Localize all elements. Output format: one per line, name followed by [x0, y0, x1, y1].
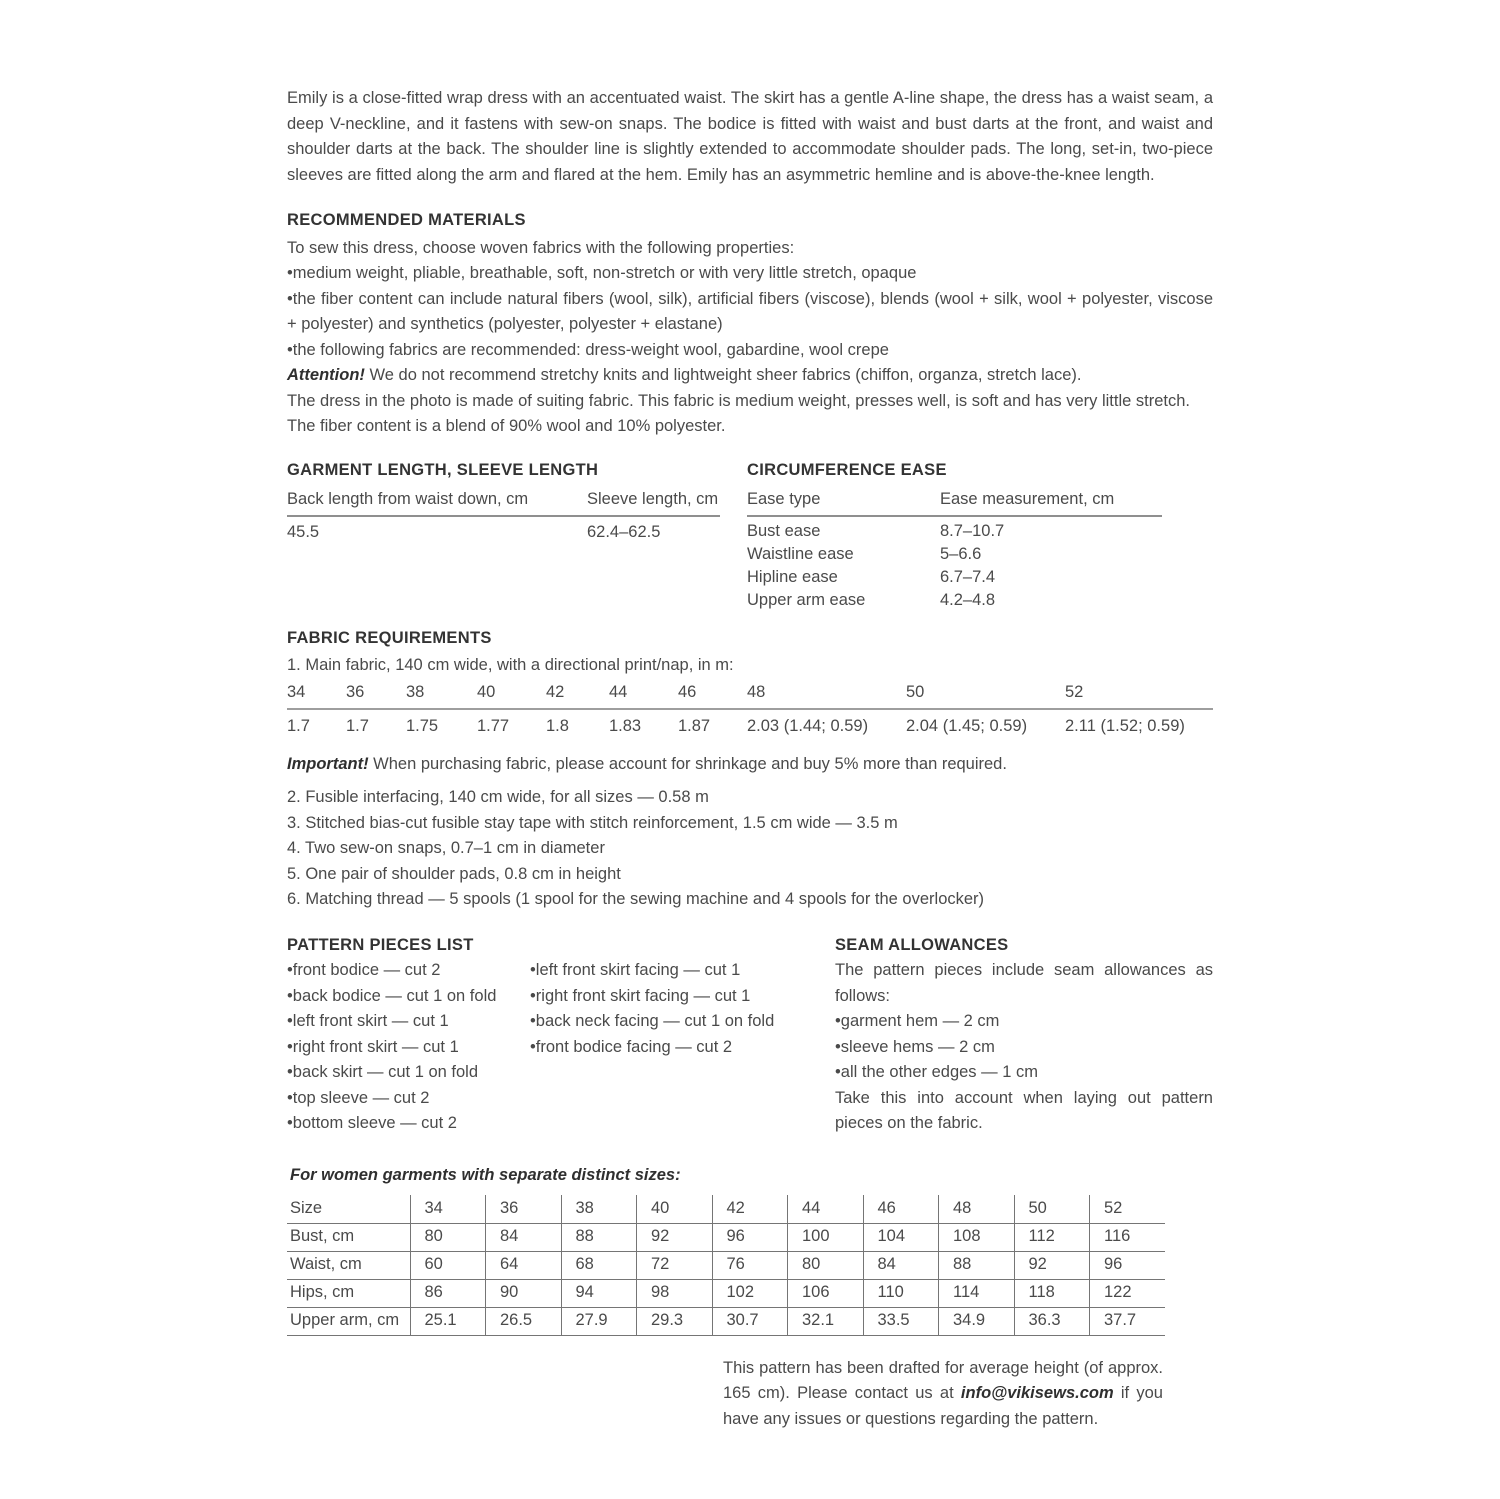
section-measurements: [287, 458, 1213, 612]
table-cell: 88: [561, 1223, 637, 1251]
list-item: • sleeve hems — 2 cm: [835, 1035, 1213, 1061]
table-cell: 1.77: [477, 717, 510, 735]
pattern-pieces-col-1: [287, 958, 530, 1137]
list-item: 3. Stitched bias-cut fusible stay tape with stitch reinforcement, 1.5 cm wide — 3.5 m: [287, 813, 898, 832]
list-item: • medium weight, pliable, breathable, soft, non-stretch or with very little stretch, opaque: [287, 261, 1213, 287]
section-recommended-materials: [287, 208, 1213, 440]
footer-email: info@vikisews.com: [960, 1384, 1114, 1402]
table-cell: 5–6.6: [940, 544, 982, 563]
list-item: • right front skirt — cut 1: [287, 1035, 530, 1061]
size-measurements-table: [287, 1195, 1165, 1336]
table-header-row: [287, 487, 720, 517]
circumference-ease-block: [747, 458, 1162, 612]
table-cell: 122: [1090, 1279, 1166, 1307]
table-cell: Bust ease: [747, 521, 821, 540]
table-cell: 94: [561, 1279, 637, 1307]
row-label: Waist, cm: [287, 1251, 410, 1279]
table-row: [747, 543, 1162, 566]
list-item: • right front skirt facing — cut 1: [530, 984, 835, 1010]
table-cell: 25.1: [410, 1307, 486, 1335]
list-item: • left front skirt facing — cut 1: [530, 958, 835, 984]
column-header: 36: [346, 680, 406, 710]
fabric-items-list: [287, 785, 1213, 913]
table-cell: 46: [863, 1195, 939, 1223]
table-cell: 80: [410, 1223, 486, 1251]
table-cell: 37.7: [1090, 1307, 1166, 1335]
list-item: 6. Matching thread — 5 spools (1 spool for the sewing machine and 4 spools for the overlocker): [287, 890, 985, 908]
table-row: [287, 1307, 1165, 1335]
table-cell: 96: [1090, 1251, 1166, 1279]
attention-text: We do not recommend stretchy knits and lightweight sheer fabrics (chiffon, organza, stretch lace).: [364, 366, 1082, 384]
table-cell: 2.04 (1.45; 0.59): [906, 717, 1028, 735]
table-cell: 1.75: [406, 717, 439, 735]
table-row: [287, 1251, 1165, 1279]
table-cell: 44: [788, 1195, 864, 1223]
table-cell: 32.1: [788, 1307, 864, 1335]
table-cell: 36: [486, 1195, 562, 1223]
footer-text-post: if you have any issues or questions regarding the pattern.: [723, 1384, 1163, 1428]
section-heading: SEAM ALLOWANCES: [835, 935, 1009, 954]
column-header: 52: [1065, 680, 1213, 710]
table-cell: 72: [637, 1251, 713, 1279]
table-cell: 108: [939, 1223, 1015, 1251]
column-header: 44: [609, 680, 678, 710]
list-item: • back bodice — cut 1 on fold: [287, 984, 530, 1010]
table-cell: 2.11 (1.52; 0.59): [1065, 717, 1185, 735]
column-header: 42: [546, 680, 609, 710]
column-header: 40: [477, 680, 546, 710]
table-cell: 1.7: [346, 717, 369, 735]
table-cell: 27.9: [561, 1307, 637, 1335]
list-item: • garment hem — 2 cm: [835, 1009, 1213, 1035]
list-item: • the following fabrics are recommended: dress-weight wool, gabardine, wool crepe: [287, 338, 1213, 364]
column-header: 50: [906, 680, 1065, 710]
table-cell: 36.3: [1014, 1307, 1090, 1335]
table-cell: 80: [788, 1251, 864, 1279]
list-item: 5. One pair of shoulder pads, 0.8 cm in height: [287, 864, 621, 883]
table-cell: 88: [939, 1251, 1015, 1279]
list-item: • front bodice facing — cut 2: [530, 1035, 835, 1061]
footer-text-pre: This pattern has been drafted for average height (of approx. 165 cm). Please contact us at: [723, 1358, 1163, 1402]
table-cell: 96: [712, 1223, 788, 1251]
list-item: • left front skirt — cut 1: [287, 1009, 530, 1035]
list-item: • top sleeve — cut 2: [287, 1086, 530, 1112]
table-cell: 33.5: [863, 1307, 939, 1335]
list-item: • bottom sleeve — cut 2: [287, 1111, 530, 1137]
garment-length-block: [287, 458, 720, 612]
table-cell: 34: [410, 1195, 486, 1223]
table-cell: 1.87: [678, 717, 711, 735]
row-label: Hips, cm: [287, 1279, 410, 1307]
table-cell: 100: [788, 1223, 864, 1251]
column-header: 34: [287, 680, 346, 710]
table-cell: 38: [561, 1195, 637, 1223]
table-cell: 84: [863, 1251, 939, 1279]
section-heading: GARMENT LENGTH, SLEEVE LENGTH: [287, 460, 599, 479]
table-cell: 26.5: [486, 1307, 562, 1335]
footer-note: [723, 1356, 1163, 1433]
seam-allowances-list: [835, 1009, 1213, 1086]
table-cell: 76: [712, 1251, 788, 1279]
table-cell: 40: [637, 1195, 713, 1223]
table-row: [747, 589, 1162, 612]
pattern-pieces-block: [287, 933, 835, 1137]
table-cell: 112: [1014, 1223, 1090, 1251]
table-cell: 1.7: [287, 717, 310, 735]
section-heading: CIRCUMFERENCE EASE: [747, 460, 947, 479]
column-header: 46: [678, 680, 747, 710]
row-label: Upper arm, cm: [287, 1307, 410, 1335]
column-header: Ease measurement, cm: [940, 490, 1115, 508]
table-cell: 68: [561, 1251, 637, 1279]
table-cell: 60: [410, 1251, 486, 1279]
table-cell: 48: [939, 1195, 1015, 1223]
table-cell: 29.3: [637, 1307, 713, 1335]
list-item: 2. Fusible interfacing, 140 cm wide, for all sizes — 0.58 m: [287, 788, 709, 806]
table-row: [287, 1279, 1165, 1307]
seam-allowances-block: [835, 933, 1213, 1137]
table-header-row: [747, 487, 1162, 517]
table-cell: 1.83: [609, 717, 642, 735]
table-cell: 64: [486, 1251, 562, 1279]
seam-allowances-note: Take this into account when laying out pattern pieces on the fabric.: [835, 1088, 1213, 1132]
table-cell: 62.4–62.5: [587, 522, 661, 541]
table-cell: 4.2–4.8: [940, 590, 996, 609]
table-cell: Upper arm ease: [747, 590, 866, 609]
important-text: When purchasing fabric, please account for shrinkage and buy 5% more than required.: [368, 754, 1007, 773]
column-header: Sleeve length, cm: [587, 490, 719, 508]
attention-label: Attention!: [287, 366, 365, 384]
table-cell: Hipline ease: [747, 567, 838, 586]
table-cell: 102: [712, 1279, 788, 1307]
list-item: 4. Two sew-on snaps, 0.7–1 cm in diameter: [287, 839, 605, 857]
important-label: Important!: [287, 754, 369, 773]
table-cell: 30.7: [712, 1307, 788, 1335]
section-pattern-pieces: [287, 933, 1213, 1137]
section-heading: FABRIC REQUIREMENTS: [287, 628, 492, 647]
row-label: Bust, cm: [287, 1223, 410, 1251]
list-item: • front bodice — cut 2: [287, 958, 530, 984]
attention-note: [287, 363, 1213, 389]
table-header-row: [287, 1195, 1165, 1223]
table-cell: 8.7–10.7: [940, 521, 1005, 540]
list-item: • the fiber content can include natural fibers (wool, silk), artificial fibers (viscose), blends (wool + silk, wool + polyester, viscose + polyester) and synthetics (polyester, polyester + elastane): [287, 287, 1213, 338]
table-cell: 118: [1014, 1279, 1090, 1307]
list-item: • back neck facing — cut 1 on fold: [530, 1009, 835, 1035]
table-cell: 114: [939, 1279, 1015, 1307]
table-row: [747, 520, 1162, 543]
table-cell: 1.8: [546, 717, 569, 735]
table-cell: 104: [863, 1223, 939, 1251]
table-cell: 6.7–7.4: [940, 567, 996, 586]
table-row: [287, 517, 720, 546]
table-cell: 45.5: [287, 522, 320, 541]
table-cell: 92: [1014, 1251, 1090, 1279]
table-cell: 116: [1090, 1223, 1166, 1251]
table-cell: 90: [486, 1279, 562, 1307]
table-cell: 92: [637, 1223, 713, 1251]
section-fabric-requirements: [287, 626, 1213, 913]
table-body: [747, 517, 1162, 612]
table-cell: 52: [1090, 1195, 1166, 1223]
size-table-intro: For women garments with separate distinct sizes:: [290, 1165, 681, 1184]
table-cell: 106: [788, 1279, 864, 1307]
section-heading: RECOMMENDED MATERIALS: [287, 211, 526, 229]
table-row: [287, 709, 1213, 740]
list-item: • all the other edges — 1 cm: [835, 1060, 1213, 1086]
list-item: • back skirt — cut 1 on fold: [287, 1060, 530, 1086]
table-cell: Waistline ease: [747, 544, 854, 563]
column-header: Back length from waist down, cm: [287, 490, 529, 508]
materials-note-1: The dress in the photo is made of suiting fabric. This fabric is medium weight, presses well, is soft and has very little stretch.: [287, 391, 1191, 410]
page-content: [287, 86, 1213, 1432]
table-row: [747, 566, 1162, 589]
materials-lead: To sew this dress, choose woven fabrics with the following properties:: [287, 238, 795, 257]
table-cell: 50: [1014, 1195, 1090, 1223]
seam-allowances-lead: The pattern pieces include seam allowances as follows:: [835, 961, 1213, 1005]
table-row: [287, 1223, 1165, 1251]
intro-paragraph: Emily is a close-fitted wrap dress with an accentuated waist. The skirt has a gentle A-line shape, the dress has a waist seam, a deep V-neckline, and it fastens with sew-on snaps. The bodice is fitted with waist and bust darts at the front, and waist and shoulder darts at the back. The shoulder line is slightly extended to accommodate shoulder pads. The long, set-in, two-piece sleeves are fitted along the arm and flared at the hem. Emily has an asymmetric hemline and is above-the-knee length.: [287, 89, 1213, 184]
materials-bullet-list: [287, 261, 1213, 363]
fabric-item-1: 1. Main fabric, 140 cm wide, with a directional print/nap, in m:: [287, 656, 734, 674]
pattern-pieces-columns: [287, 958, 835, 1137]
fabric-requirements-table: [287, 680, 1213, 740]
column-header: 48: [747, 680, 906, 710]
table-cell: 84: [486, 1223, 562, 1251]
pattern-pieces-col-2: [530, 958, 835, 1137]
table-header-row: [287, 680, 1213, 710]
row-label: Size: [287, 1195, 410, 1223]
important-note: [287, 752, 1213, 778]
table-cell: 86: [410, 1279, 486, 1307]
section-heading: PATTERN PIECES LIST: [287, 935, 474, 954]
table-cell: 110: [863, 1279, 939, 1307]
table-cell: 2.03 (1.44; 0.59): [747, 717, 869, 735]
column-header: 38: [406, 680, 477, 710]
table-cell: 98: [637, 1279, 713, 1307]
table-cell: 34.9: [939, 1307, 1015, 1335]
materials-note-2: The fiber content is a blend of 90% wool and 10% polyester.: [287, 417, 726, 435]
table-cell: 42: [712, 1195, 788, 1223]
column-header: Ease type: [747, 490, 821, 508]
